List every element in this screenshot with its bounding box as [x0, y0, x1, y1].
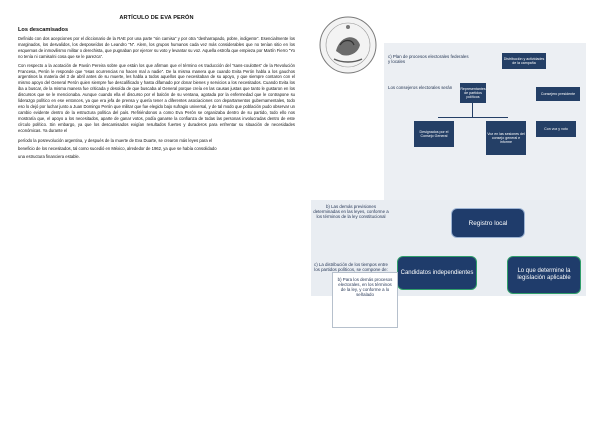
registro-local-pill: Registro local: [451, 208, 525, 238]
small-note-box: [332, 272, 398, 328]
left-note: b) Las demás previsiones determinadas en las leyes, conforme a los términos de la ley constitucional: [313, 204, 389, 219]
small-note: b) Para los demás procesos electorales, en los términos de la ley, y conforme a lo señalado: [337, 277, 393, 297]
tail-line-2: beneficio de los necesitados, tal como sucedió en México, alrededor de 1962, ya que se había consolidado: [18, 145, 217, 151]
section-heading: Los descamisados: [18, 27, 69, 33]
article-title: ARTÍCULO DE EVA PERÓN: [119, 15, 194, 21]
row1-label: c) Plan de procesos electorales federales y locales: [388, 54, 469, 64]
tail-line-1: período la posrevolución argentina, y después de la muerte de Eva Duarte, se crearon más leyes para el: [18, 137, 213, 143]
row3-box-2: Voz en las sesiones del consejo general e informe: [486, 121, 526, 155]
connector-line: [472, 103, 473, 117]
tail-line-3: una estructura financiera estable.: [18, 154, 80, 160]
row2-box-1: Representantes de partidos políticos: [460, 83, 486, 103]
paragraph-2: Con respecto a la acotación de Pavón Pereira sobre que están los que afirman que el término es traducción del “sans-coulottes” de la Revolución Francesa, Perón le responde que “esas ocurrencias no hacen mal a nadie”. De la misma manera que cuando Evita Perón habla a los gauchos argentinos la materia del 3 de abril antes de su muerte, les habla a todos aquellos que necesitaban de su apoyo, y que siempre contaron con el mismo apoyo del General Perón quien siempre fue descalificado y hasta difamado por donar bienes y servicios a los necesitados. Cuando Evita los iba a buscar, de la misma manera fue criticada y desoída de que buscaba al General porque creía en las causas justas que tanto le gustaron en los discursos que se le mencionaba. Aunque cuando ella el discurso por el balcón de su ventana, agotada por la enfermedad que le contrapone su liderazgo político en ese entonces, ya que era jefa de prensa y quería tener a diferentes asociaciones con departamentos gubernamentales, todo eso lo dejó por luchar junto a Juan Domingo Perón que militar que fue elegido bajo sufragio universal, y de tal modo que población pudo observar un cambio evidente dentro de la estructura política del país. Refiriéndonos a como Eva Perón se organizaba dentro de su partido, todo ello nos mostraría que, el apoyo a los necesitados, aparte de ganar votos, podía ganarse la confianza de todas las personas involucradas dentro de este círculo político. Sin embargo, ya que los descamisados exigían resultados fuertes y duraderos para enfrentar su situación de necesidades económicas. Ya durante el: [18, 62, 295, 133]
paragraph-1: Definido con dos acepciones por el diccionario de la RAE por una parte “sin camisa” y por otra “desharrapado, pobre, indigente”. Esencialmente los marginados, los desvalidos, los desposeídos de Leandro “N”. Alem, los grupos humanos cada vez más considerables que no tenían sitio en los esquemas de inmovilismo militar o derechista, que pugnaban por ejercer su voto y levantar su voz. Aquella estrofa que empieza por Martín Fierro “Yo no tenía ni camisa/ni cosa que se le parezca”.: [18, 36, 295, 59]
article-column: [18, 15, 295, 162]
mexican-seal-icon: [318, 15, 378, 75]
candidatos-pill: Candidatos independientes: [397, 256, 477, 290]
row2-label: Los consejeros electorales serán: [388, 85, 453, 90]
connector-line: [438, 117, 508, 118]
row3-box-1: Designados por el Consejo General: [414, 121, 454, 147]
left-note-2: c) La distribución de los tiempos entre los partidos políticos, se compone de:: [314, 262, 388, 272]
legislacion-pill: Lo que determine la legislación aplicable: [507, 256, 581, 294]
row3-box-3: Con voz y voto: [536, 121, 576, 137]
row2-box-2: Consejero presidente: [536, 87, 580, 101]
row1-box: Distribución y actividades de la campaña: [502, 53, 546, 69]
top-concept-map: [384, 43, 586, 200]
